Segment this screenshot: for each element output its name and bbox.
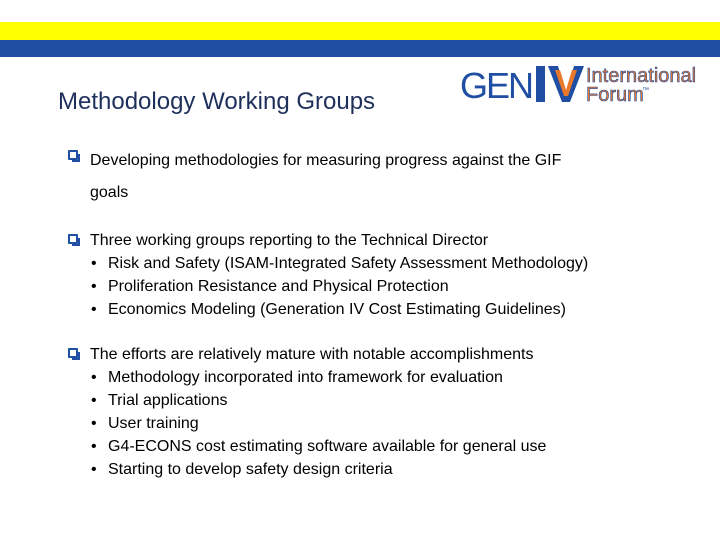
sub-bullet-text: Economics Modeling (Generation IV Cost Estimating Guidelines) bbox=[108, 301, 566, 318]
logo-iv-mark bbox=[536, 66, 584, 102]
bullet-2 bbox=[68, 229, 708, 252]
checkbox-bullet-icon bbox=[68, 150, 78, 160]
sub-bullet-text: User training bbox=[108, 415, 199, 432]
logo-tm-text: ™ bbox=[642, 87, 649, 94]
dot-bullet-icon: • bbox=[91, 369, 97, 386]
dot-bullet-icon: • bbox=[91, 438, 97, 455]
logo-international-text: International bbox=[586, 65, 697, 87]
dot-bullet-icon: • bbox=[91, 301, 97, 318]
sub-bullet bbox=[68, 435, 708, 458]
bullet-3 bbox=[68, 343, 708, 366]
checkbox-bullet-icon bbox=[68, 348, 78, 358]
sub-bullet bbox=[68, 389, 708, 412]
header-band-yellow bbox=[0, 22, 720, 40]
bullet-1-line2: goals bbox=[90, 184, 129, 201]
bullet-2-text: Three working groups reporting to the Technical Director bbox=[90, 232, 489, 249]
sub-bullet bbox=[68, 275, 708, 298]
slide-content bbox=[68, 150, 708, 481]
bullet-3-text: The efforts are relatively mature with notable accomplishments bbox=[90, 346, 534, 363]
dot-bullet-icon: • bbox=[91, 461, 97, 478]
checkbox-bullet-icon bbox=[68, 234, 78, 244]
sub-bullet-text: Methodology incorporated into framework for evaluation bbox=[108, 369, 503, 386]
dot-bullet-icon: • bbox=[91, 255, 97, 272]
sub-bullet bbox=[68, 412, 708, 435]
sub-bullet-text: G4-ECONS cost estimating software available for general use bbox=[108, 438, 547, 455]
slide-title: Methodology Working Groups bbox=[58, 88, 376, 115]
dot-bullet-icon: • bbox=[91, 392, 97, 409]
sub-bullet-text: Trial applications bbox=[108, 392, 228, 409]
dot-bullet-icon: • bbox=[91, 278, 97, 295]
header-band-blue bbox=[0, 40, 720, 57]
sub-bullet bbox=[68, 458, 708, 481]
logo-forum-text: Forum bbox=[586, 84, 644, 106]
bullet-1-text bbox=[90, 145, 708, 209]
bullet-1 bbox=[68, 145, 708, 209]
sub-bullet bbox=[68, 298, 708, 321]
sub-bullet bbox=[68, 366, 708, 389]
sub-bullet-text: Proliferation Resistance and Physical Protection bbox=[108, 278, 449, 295]
logo-gen-text: GEN bbox=[460, 65, 533, 106]
sub-bullet bbox=[68, 252, 708, 275]
gen-iv-logo bbox=[460, 60, 710, 110]
dot-bullet-icon: • bbox=[91, 415, 97, 432]
bullet-1-line1: Developing methodologies for measuring progress against the GIF bbox=[90, 152, 562, 169]
sub-bullet-text: Starting to develop safety design criteria bbox=[108, 461, 393, 478]
sub-bullet-text: Risk and Safety (ISAM-Integrated Safety Assessment Methodology) bbox=[108, 255, 589, 272]
